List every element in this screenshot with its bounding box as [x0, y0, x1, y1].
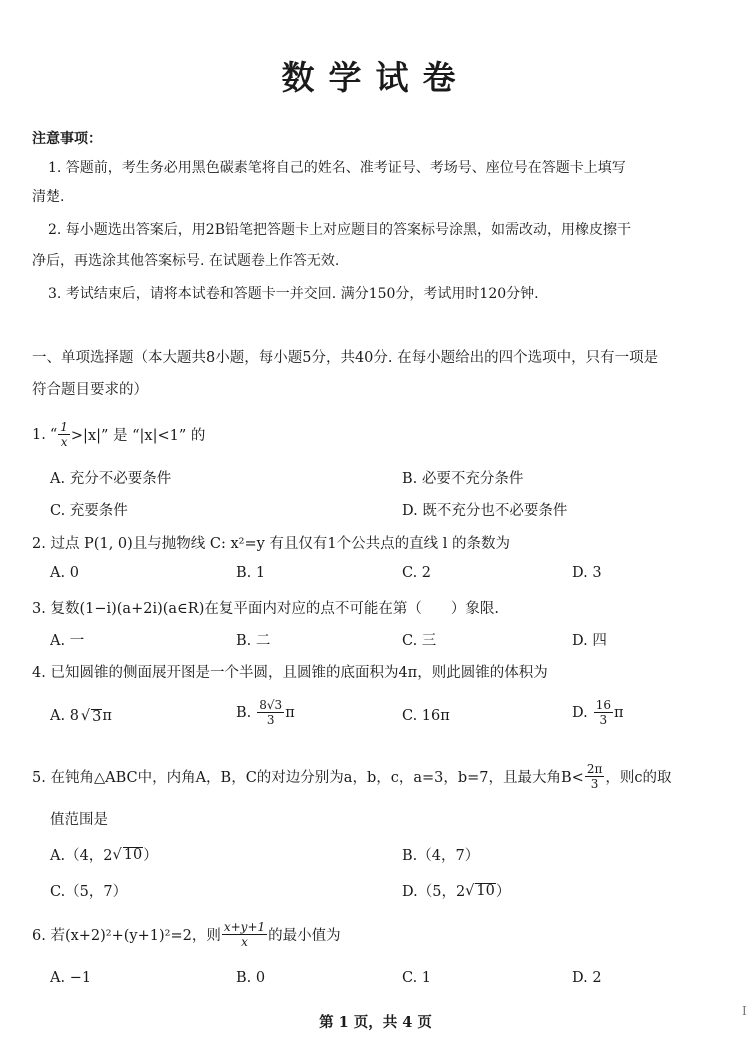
q4-option-a-label: A. 8	[50, 708, 79, 724]
note-2-line-1: 2. 每小题选出答案后，用2B铅笔把答题卡上对应题目的答案标号涂黑，如需改动，用橡皮擦干	[48, 222, 632, 238]
q1-frac-den: x	[60, 435, 68, 449]
q3-option-a: A. 一	[50, 633, 85, 649]
section-1-header-line-2: 符合题目要求的）	[32, 382, 148, 398]
q4-option-b-fraction	[257, 698, 284, 727]
q6-option-d: D. 2	[572, 970, 602, 986]
q4-option-a: A. 8 √ 3 π	[50, 708, 112, 725]
q4-option-b	[236, 698, 295, 727]
q4-option-b-den: 3	[266, 713, 275, 727]
question-3: 3. 复数(1−i)(a+2i)(a∈R)在复平面内对应的点不可能在第（ ）象限.	[32, 601, 499, 617]
question-4: 4. 已知圆锥的侧面展开图是一个半圆，且圆锥的底面积为4π，则此圆锥的体积为	[32, 665, 548, 681]
q5-option-a-label: A.（4，2	[50, 848, 113, 864]
q6-option-a: A. −1	[50, 970, 92, 986]
q5-option-a: A.（4，2 √ 10 ）	[50, 844, 158, 865]
q1-frac-num: 1	[60, 420, 68, 434]
q6-option-b: B. 0	[236, 970, 266, 986]
q4-option-b-label: B.	[236, 704, 252, 721]
q5-option-c: C.（5，7）	[50, 884, 128, 900]
question-5	[32, 762, 672, 791]
question-1	[32, 420, 205, 449]
q1-open-quote: “	[49, 426, 58, 443]
note-3: 3. 考试结束后，请将本试卷和答题卡一并交回. 满分150分，考试用时120分钟.	[48, 286, 539, 302]
page-title: 数学试卷	[281, 58, 470, 97]
note-1-line-2: 清楚.	[32, 189, 65, 205]
q4-option-d-label: D.	[572, 704, 588, 721]
q3-option-b: B. 二	[236, 633, 271, 649]
section-1-header-line-1: 一、单项选择题（本大题共8小题，每小题5分，共40分. 在每小题给出的四个选项中，只有一项是	[32, 350, 659, 366]
q2-option-b: B. 1	[236, 565, 266, 581]
q5-option-d-tail: ）	[495, 884, 511, 900]
q1-option-d: D. 既不充分也不必要条件	[402, 503, 568, 519]
q4-option-d-fraction	[594, 698, 613, 727]
q5-option-a-radicand: 10	[123, 847, 143, 863]
q2-option-c: C. 2	[402, 565, 432, 581]
q5-frac-den: 3	[590, 777, 599, 791]
q3-option-c: C. 三	[402, 633, 437, 649]
q4-option-b-num: 8√3	[259, 698, 283, 712]
q6-frac-num: x+y+1	[223, 920, 266, 934]
q4-option-a-radicand: 3	[92, 708, 102, 725]
q5-option-a-tail: ）	[143, 848, 158, 864]
q6-stem-pre: 6. 若(x+2)²+(y+1)²=2，则	[32, 928, 221, 944]
q1-option-c: C. 充要条件	[50, 503, 128, 519]
q4-option-d-num: 16	[595, 698, 611, 712]
q5-option-d: D.（5，2 √ 10 ）	[402, 880, 510, 901]
q4-option-d-den: 3	[599, 713, 608, 727]
q6-frac-den: x	[241, 935, 248, 949]
q4-option-c: C. 16π	[402, 708, 450, 724]
q5-option-b: B.（4，7）	[402, 848, 480, 864]
q1-option-a: A. 充分不必要条件	[50, 471, 172, 487]
q5-frac-num: 2π	[586, 762, 603, 776]
note-1-line-1: 1. 答题前，考生务必用黑色碳素笔将自己的姓名、准考证号、考场号、座位号在答题卡上填写	[48, 160, 626, 176]
q4-option-d-tail: π	[614, 704, 624, 721]
q5-fraction	[585, 762, 605, 791]
q6-option-c: C. 1	[402, 970, 432, 986]
q5-stem-post: ，则c的取	[605, 770, 672, 786]
note-2-line-2: 净后，再选涂其他答案标号. 在试题卷上作答无效.	[32, 253, 340, 269]
question-6	[32, 920, 341, 949]
q5-stem-pre: 5. 在钝角△ABC中，内角A，B，C的对边分别为a，b，c，a=3，b=7，且最大角B<	[32, 770, 584, 786]
q4-option-b-tail: π	[285, 704, 295, 721]
q5-stem-line-2: 值范围是	[50, 812, 108, 828]
page-footer: 第 1 页，共 4 页	[319, 1014, 432, 1031]
q6-stem-post: 的最小值为	[268, 928, 341, 944]
q1-number: 1.	[32, 426, 46, 443]
q5-option-d-radicand: 10	[476, 883, 495, 899]
q1-option-b: B. 必要不充分条件	[402, 471, 524, 487]
q3-option-d: D. 四	[572, 633, 607, 649]
q1-fraction	[58, 420, 70, 449]
q4-option-d	[572, 698, 624, 727]
q5-option-d-label: D.（5，2	[402, 884, 466, 900]
q2-option-a: A. 0	[50, 565, 79, 581]
q4-option-a-tail: π	[102, 708, 112, 724]
notes-heading: 注意事项：	[32, 131, 102, 147]
q6-fraction	[222, 920, 267, 949]
edge-mark: I	[742, 1004, 747, 1018]
q1-stem-tail: >|x|” 是 “|x|<1” 的	[70, 428, 206, 444]
question-2: 2. 过点 P(1, 0)且与抛物线 C: x²=y 有且仅有1个公共点的直线 l 的条数为	[32, 536, 511, 552]
q2-option-d: D. 3	[572, 565, 602, 581]
